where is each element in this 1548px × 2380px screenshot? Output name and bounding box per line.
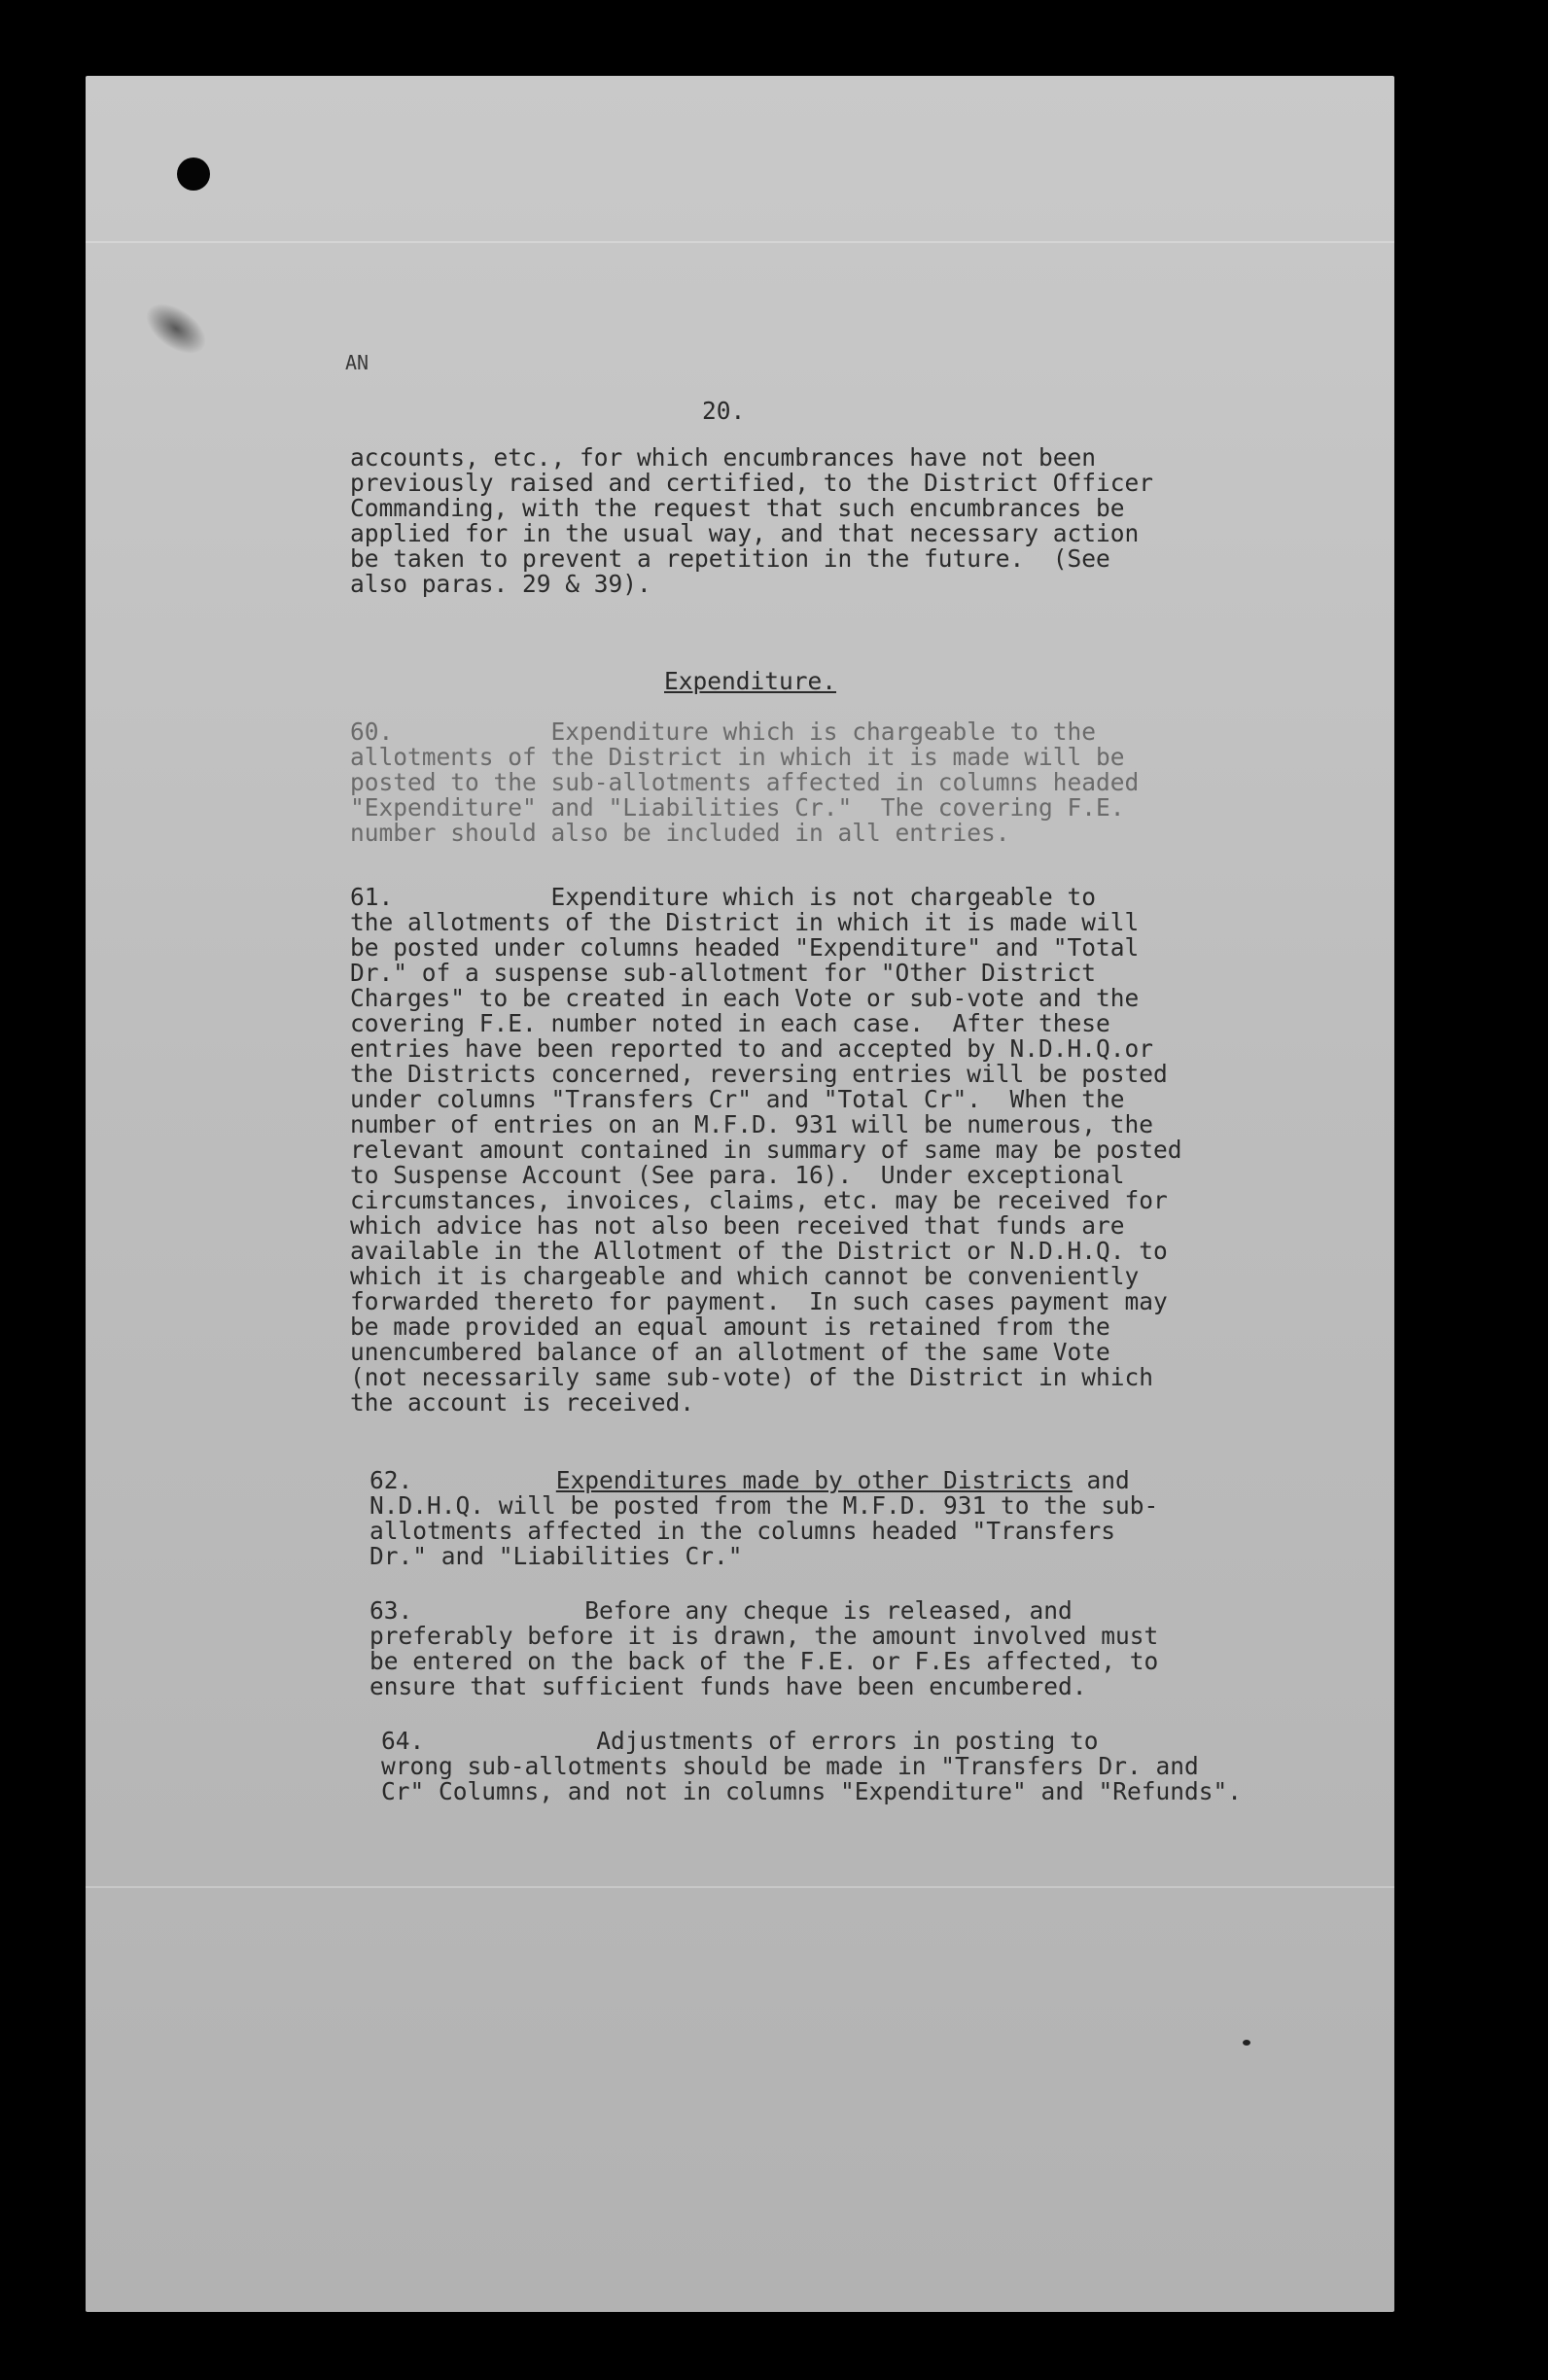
punch-hole bbox=[177, 158, 210, 191]
paragraph-number: 63. bbox=[369, 1596, 413, 1625]
intro-paragraph bbox=[350, 445, 1153, 597]
text-line: preferably before it is drawn, the amount involved must bbox=[369, 1622, 1159, 1650]
text-line: circumstances, invoices, claims, etc. may be received for bbox=[350, 1186, 1168, 1214]
text-line: unencumbered balance of an allotment of the same Vote bbox=[350, 1338, 1110, 1366]
paragraph-61 bbox=[350, 885, 1182, 1416]
text-line: accounts, etc., for which encumbrances have not been bbox=[350, 443, 1097, 472]
paragraph-63 bbox=[369, 1598, 1158, 1699]
text-line: to Suspense Account (See para. 16). Under exceptional bbox=[350, 1161, 1125, 1189]
paragraph-62 bbox=[369, 1468, 1158, 1569]
text-line: forwarded thereto for payment. In such cases payment may bbox=[350, 1287, 1168, 1315]
text-line: Adjustments of errors in posting to bbox=[596, 1727, 1099, 1755]
underlined-phrase: Expenditures made by other Districts bbox=[555, 1466, 1073, 1494]
text-line: ensure that sufficient funds have been encumbered. bbox=[369, 1672, 1087, 1700]
text-line: be made provided an equal amount is retained from the bbox=[350, 1312, 1110, 1341]
fold-line bbox=[86, 1886, 1394, 1888]
text-line: entries have been reported to and accepted by N.D.H.Q.or bbox=[350, 1034, 1154, 1063]
text-line: the allotments of the District in which it is made will bbox=[350, 908, 1140, 936]
text-line: "Expenditure" and "Liabilities Cr." The covering F.E. bbox=[350, 793, 1125, 822]
text-line: allotments affected in the columns headed "Transfers bbox=[369, 1517, 1116, 1545]
text-line: Expenditure which is chargeable to the bbox=[550, 718, 1097, 746]
text-line: under columns "Transfers Cr" and "Total Cr". When the bbox=[350, 1085, 1125, 1113]
text-line: Cr" Columns, and not in columns "Expenditure" and "Refunds". bbox=[381, 1777, 1243, 1805]
text-line: allotments of the District in which it is made will be bbox=[350, 743, 1125, 771]
text-line: also paras. 29 & 39). bbox=[350, 570, 651, 598]
text-line: Charges" to be created in each Vote or sub-vote and the bbox=[350, 984, 1140, 1012]
ink-speck bbox=[1243, 2040, 1250, 2046]
ink-smudge bbox=[137, 294, 215, 365]
text-line: Expenditure which is not chargeable to bbox=[550, 883, 1097, 911]
text-line: be entered on the back of the F.E. or F.Es affected, to bbox=[369, 1647, 1159, 1675]
paragraph-60 bbox=[350, 719, 1139, 846]
corner-mark: AN bbox=[345, 351, 369, 374]
page-number: 20. bbox=[702, 397, 746, 425]
text-line: posted to the sub-allotments affected in columns headed bbox=[350, 768, 1140, 796]
text-line: the account is received. bbox=[350, 1388, 695, 1417]
text-line: number should also be included in all entries. bbox=[350, 819, 1010, 847]
text-line: available in the Allotment of the District or N.D.H.Q. to bbox=[350, 1237, 1168, 1265]
text-fragment: and bbox=[1072, 1466, 1130, 1494]
text-line: applied for in the usual way, and that necessary action bbox=[350, 519, 1140, 547]
text-line: Dr." of a suspense sub-allotment for "Other District bbox=[350, 959, 1097, 987]
text-line: (not necessarily same sub-vote) of the District in which bbox=[350, 1363, 1154, 1391]
text-line: number of entries on an M.F.D. 931 will be numerous, the bbox=[350, 1110, 1154, 1138]
fold-line bbox=[86, 241, 1394, 243]
paragraph-64 bbox=[381, 1729, 1242, 1804]
text-line: be taken to prevent a repetition in the future. (See bbox=[350, 544, 1110, 573]
text-line: be posted under columns headed "Expenditure" and "Total bbox=[350, 933, 1140, 962]
text-line: Commanding, with the request that such encumbrances be bbox=[350, 494, 1125, 522]
text-line: Before any cheque is released, and bbox=[584, 1596, 1073, 1625]
text-line: relevant amount contained in summary of same may be posted bbox=[350, 1136, 1182, 1164]
text-line: previously raised and certified, to the District Officer bbox=[350, 469, 1154, 497]
section-heading: Expenditure. bbox=[664, 667, 837, 695]
text-line: wrong sub-allotments should be made in "Transfers Dr. and bbox=[381, 1752, 1199, 1780]
text-line: which advice has not also been received that funds are bbox=[350, 1211, 1125, 1240]
text-line: which it is chargeable and which cannot be conveniently bbox=[350, 1262, 1140, 1290]
text-line: covering F.E. number noted in each case. After these bbox=[350, 1009, 1110, 1037]
paragraph-number: 60. bbox=[350, 718, 394, 746]
paragraph-number: 64. bbox=[381, 1727, 425, 1755]
text-line: the Districts concerned, reversing entries will be posted bbox=[350, 1060, 1168, 1088]
text-line: Dr." and "Liabilities Cr." bbox=[369, 1542, 743, 1570]
paragraph-number: 61. bbox=[350, 883, 394, 911]
text-line: N.D.H.Q. will be posted from the M.F.D. 931 to the sub- bbox=[369, 1491, 1159, 1520]
paragraph-number: 62. bbox=[369, 1466, 413, 1494]
